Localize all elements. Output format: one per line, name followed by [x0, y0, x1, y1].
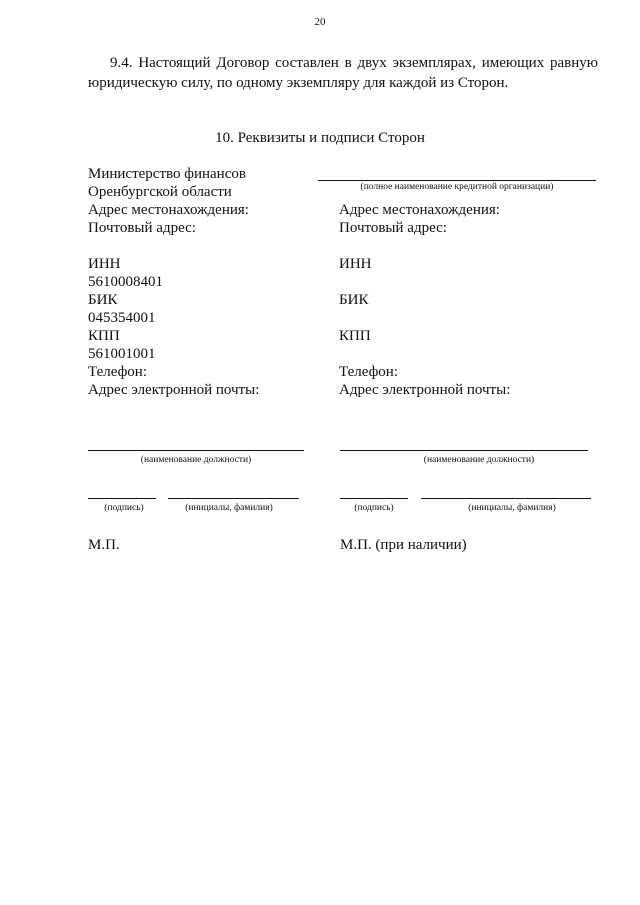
left-party-phone-label: Телефон:	[88, 364, 147, 380]
left-signature-line	[88, 498, 156, 499]
page-number: 20	[314, 16, 326, 28]
right-party-inn-label: ИНН	[339, 256, 372, 272]
left-party-name-line1: Министерство финансов	[88, 166, 246, 182]
right-party-bik-label: БИК	[339, 292, 369, 308]
left-signature-caption: (подпись)	[104, 503, 144, 513]
left-initials-line	[168, 498, 299, 499]
left-party-bik-label: БИК	[88, 292, 118, 308]
right-party-name-line	[318, 180, 596, 181]
left-party-bik-value: 045354001	[88, 310, 156, 326]
left-party-address-label: Адрес местонахождения:	[88, 202, 249, 218]
left-party-inn-label: ИНН	[88, 256, 121, 272]
right-party-postal-label: Почтовый адрес:	[339, 220, 447, 236]
left-stamp-label: М.П.	[88, 537, 120, 553]
clause-9-4: 9.4. Настоящий Договор составлен в двух экземплярах, имеющих равную юридическую силу, по одному экземпляру для каждой из Сторон.	[88, 55, 598, 91]
right-signature-caption: (подпись)	[354, 503, 394, 513]
left-party-email-label: Адрес электронной почты:	[88, 382, 260, 398]
right-initials-caption: (инициалы, фамилия)	[468, 503, 556, 513]
right-position-line	[340, 450, 588, 451]
right-party-phone-label: Телефон:	[339, 364, 398, 380]
left-party-postal-label: Почтовый адрес:	[88, 220, 196, 236]
left-position-line	[88, 450, 304, 451]
left-party-name-line2: Оренбургской области	[88, 184, 232, 200]
left-initials-caption: (инициалы, фамилия)	[185, 503, 273, 513]
section-title: 10. Реквизиты и подписи Сторон	[215, 130, 425, 146]
left-party-inn-value: 5610008401	[88, 274, 163, 290]
right-party-email-label: Адрес электронной почты:	[339, 382, 511, 398]
right-party-address-label: Адрес местонахождения:	[339, 202, 500, 218]
right-stamp-label: М.П. (при наличии)	[340, 537, 467, 553]
right-party-name-caption: (полное наименование кредитной организации)	[360, 182, 554, 192]
right-position-caption: (наименование должности)	[423, 455, 535, 465]
right-party-kpp-label: КПП	[339, 328, 371, 344]
right-signature-line	[340, 498, 408, 499]
right-initials-line	[421, 498, 591, 499]
left-position-caption: (наименование должности)	[140, 455, 252, 465]
left-party-kpp-value: 561001001	[88, 346, 156, 362]
left-party-kpp-label: КПП	[88, 328, 120, 344]
